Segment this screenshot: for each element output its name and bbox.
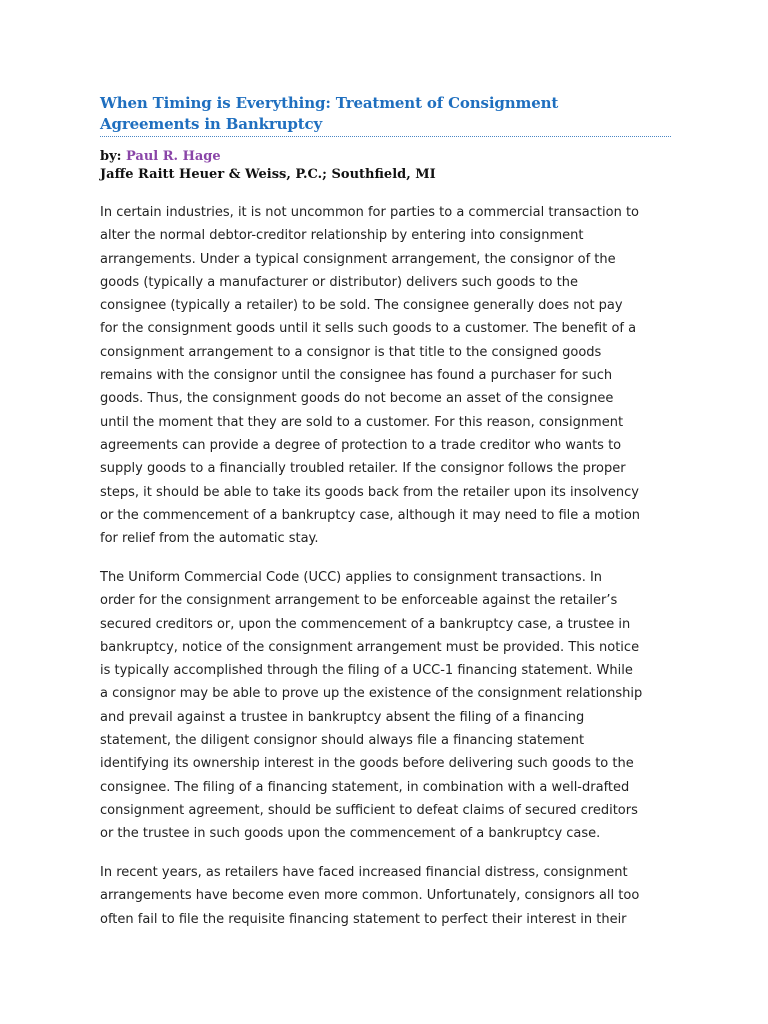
paragraph-line: supply goods to a financially troubled retailer. If the consignor follows the proper xyxy=(100,461,626,477)
paragraph-line: alter the normal debtor-creditor relationship by entering into consignment xyxy=(100,228,584,244)
paragraph-line: and prevail against a trustee in bankruptcy absent the filing of a financing xyxy=(100,709,585,725)
paragraph-line: remains with the consignor until the consignee has found a purchaser for such xyxy=(100,368,613,384)
body-paragraph-2 xyxy=(100,566,670,846)
body-paragraph-3 xyxy=(100,861,670,931)
paragraph-line: consignment arrangement to a consignor is that title to the consigned goods xyxy=(100,344,602,360)
article-title-line: Agreements in Bankruptcy xyxy=(100,114,323,133)
paragraph-line: arrangements have become even more common. Unfortunately, consignors all too xyxy=(100,888,640,904)
paragraph-line: consignee (typically a retailer) to be sold. The consignee generally does not pay xyxy=(100,298,623,314)
byline xyxy=(100,148,221,166)
author-name: Paul R. Hage xyxy=(125,149,221,164)
paragraph-line: secured creditors or, upon the commencement of a bankruptcy case, a trustee in xyxy=(100,616,631,632)
paragraph-line: consignment agreement, should be sufficient to defeat claims of secured creditors xyxy=(100,802,638,818)
paragraph-line: order for the consignment arrangement to be enforceable against the retailer’s xyxy=(100,593,618,609)
article-title-line: When Timing is Everything: Treatment of Consignment xyxy=(100,94,559,112)
paragraph-line: is typically accomplished through the filing of a UCC-1 financing statement. While xyxy=(100,663,633,679)
author-affiliation: Jaffe Raitt Heuer & Weiss, P.C.; Southfield, MI xyxy=(100,167,436,182)
paragraph-line: consignee. The filing of a financing statement, in combination with a well-drafted xyxy=(100,779,630,795)
paragraph-line: bankruptcy, notice of the consignment arrangement must be provided. This notice xyxy=(100,639,640,655)
paragraph-line: or the commencement of a bankruptcy case, although it may need to file a motion xyxy=(100,507,641,523)
article-title xyxy=(100,93,680,134)
paragraph-line: goods. Thus, the consignment goods do not become an asset of the consignee xyxy=(100,391,614,407)
paragraph-line: In certain industries, it is not uncommon for parties to a commercial transaction to xyxy=(100,205,639,220)
paragraph-line: arrangements. Under a typical consignment arrangement, the consignor of the xyxy=(100,251,616,267)
paragraph-line: or the trustee in such goods upon the commencement of a bankruptcy case. xyxy=(100,826,601,842)
byline-prefix: by: xyxy=(100,149,126,164)
paragraph-line: statement, the diligent consignor should always file a financing statement xyxy=(100,733,585,749)
paragraph-line: In recent years, as retailers have faced increased financial distress, consignment xyxy=(100,865,628,880)
body-paragraph-1 xyxy=(100,201,670,550)
paragraph-line: often fail to file the requisite financing statement to perfect their interest in their xyxy=(100,911,627,927)
paragraph-line: steps, it should be able to take its goods back from the retailer upon its insolvency xyxy=(100,484,640,500)
paragraph-line: The Uniform Commercial Code (UCC) applies to consignment transactions. In xyxy=(100,570,603,585)
title-divider xyxy=(100,136,671,137)
paragraph-line: a consignor may be able to prove up the existence of the consignment relationship xyxy=(100,686,643,702)
paragraph-line: goods (typically a manufacturer or distributor) delivers such goods to the xyxy=(100,274,578,290)
paragraph-line: until the moment that they are sold to a customer. For this reason, consignment xyxy=(100,414,624,430)
paragraph-line: for the consignment goods until it sells such goods to a customer. The benefit of a xyxy=(100,321,637,337)
paragraph-line: identifying its ownership interest in the goods before delivering such goods to the xyxy=(100,756,634,772)
paragraph-line: for relief from the automatic stay. xyxy=(100,531,319,547)
paragraph-line: agreements can provide a degree of protection to a trade creditor who wants to xyxy=(100,437,622,453)
